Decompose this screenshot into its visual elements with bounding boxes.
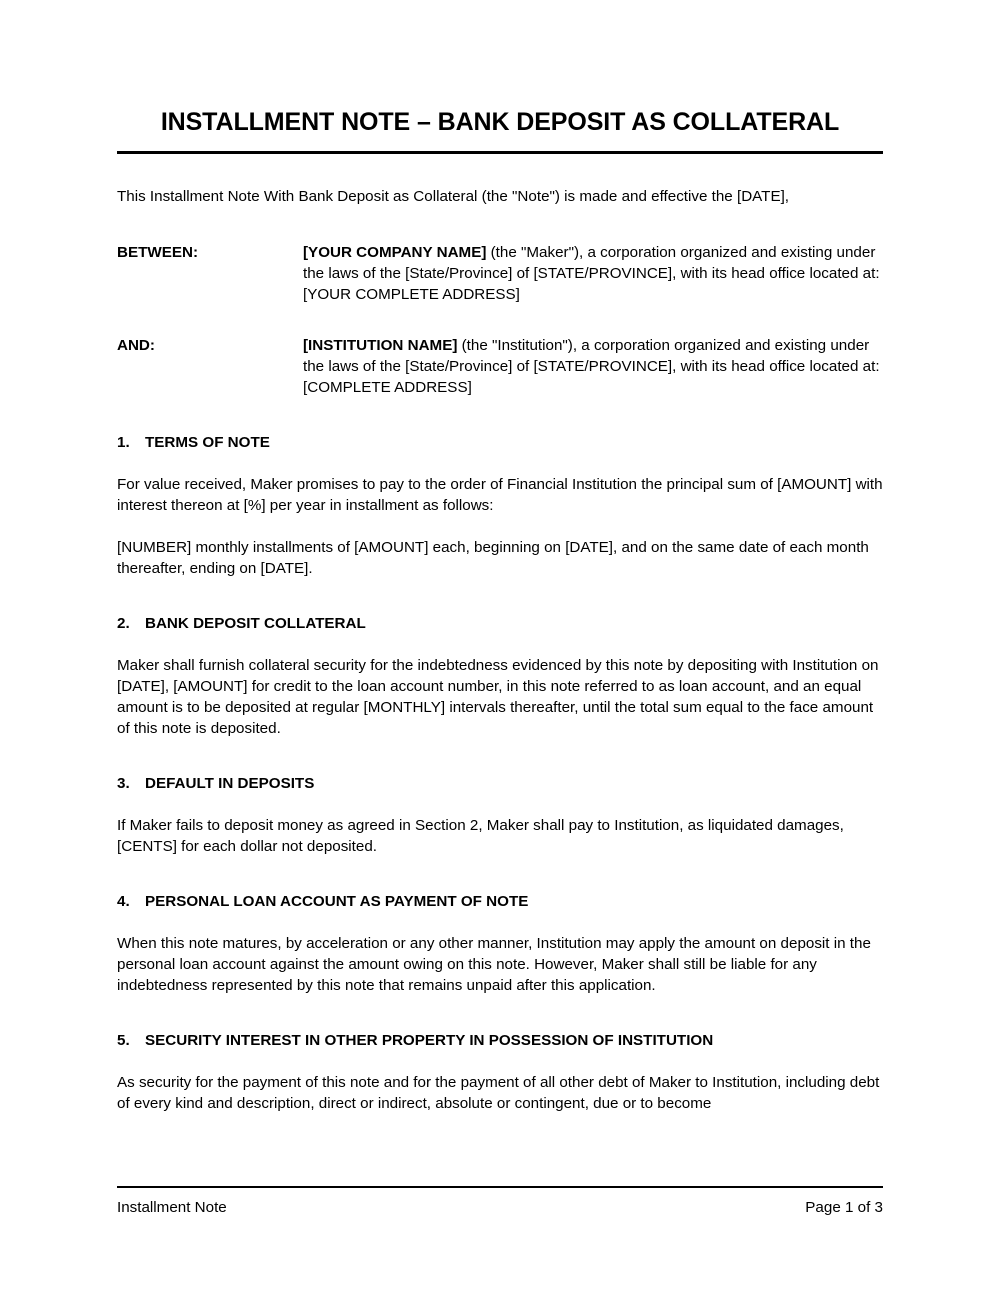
section-number: 2. bbox=[117, 614, 130, 632]
party-description-between bbox=[303, 242, 883, 284]
section-security-interest bbox=[117, 1030, 883, 1114]
section-title: BANK DEPOSIT COLLATERAL bbox=[145, 614, 366, 632]
footer-document-name: Installment Note bbox=[117, 1199, 227, 1216]
party-body-between bbox=[303, 242, 883, 305]
page-footer bbox=[117, 1186, 883, 1218]
section-heading bbox=[117, 773, 883, 794]
section-number: 1. bbox=[117, 433, 130, 451]
party-address-maker: [YOUR COMPLETE ADDRESS] bbox=[303, 285, 520, 303]
section-paragraph: [NUMBER] monthly installments of [AMOUNT] each, beginning on [DATE], and on the same date of each month thereafter, ending on [DATE]. bbox=[117, 538, 869, 577]
party-address-institution: [COMPLETE ADDRESS] bbox=[303, 378, 472, 396]
title-divider bbox=[117, 151, 883, 154]
footer-row bbox=[117, 1197, 883, 1218]
party-name-institution: [INSTITUTION NAME] bbox=[303, 336, 458, 354]
party-terms-institution: (the "Institution"), a corporation organized and existing under the laws of the [State/Province] of [STATE/PROVINCE], with its head office located at: bbox=[303, 336, 880, 375]
section-paragraph: As security for the payment of this note and for the payment of all other debt of Maker to Institution, including debt of every kind and description, direct or indirect, absolute or contingent, due or to become bbox=[117, 1073, 880, 1112]
section-title: SECURITY INTEREST IN OTHER PROPERTY IN POSSESSION OF INSTITUTION bbox=[145, 1031, 714, 1049]
intro-paragraph: This Installment Note With Bank Deposit as Collateral (the "Note") is made and effective the [DATE], bbox=[117, 187, 790, 205]
section-default-in-deposits bbox=[117, 773, 883, 857]
party-row-and bbox=[117, 335, 883, 398]
section-number: 3. bbox=[117, 774, 130, 792]
parties-block bbox=[117, 242, 883, 398]
party-label-and: AND: bbox=[117, 336, 155, 354]
section-title: DEFAULT IN DEPOSITS bbox=[145, 774, 315, 792]
party-description-institution bbox=[303, 335, 883, 377]
section-title: PERSONAL LOAN ACCOUNT AS PAYMENT OF NOTE bbox=[145, 892, 529, 910]
section-paragraph: Maker shall furnish collateral security for the indebtedness evidenced by this note by depositing with Institution on [DATE], [AMOUNT] for credit to the loan account number, in this note referred to as loan account, and an equal amount is to be deposited at regular [MONTHLY] intervals thereafter, until the total sum equal to the face amount of this note is deposited. bbox=[117, 656, 879, 737]
section-paragraph: When this note matures, by acceleration or any other manner, Institution may apply the amount on deposit in the personal loan account against the amount owing on this note. However, Maker shall still be liable for any indebtedness represented by this note that remains unpaid after this application. bbox=[117, 934, 871, 994]
section-paragraph: If Maker fails to deposit money as agreed in Section 2, Maker shall pay to Institution, as liquidated damages, [CENTS] for each dollar not deposited. bbox=[117, 816, 844, 855]
section-terms-of-note bbox=[117, 432, 883, 579]
section-heading bbox=[117, 1030, 883, 1051]
party-terms-maker: (the "Maker"), a corporation organized and existing under the laws of the [State/Province] of [STATE/PROVINCE], with its head office located at: bbox=[303, 243, 880, 282]
section-personal-loan-account bbox=[117, 891, 883, 996]
section-number: 5. bbox=[117, 1031, 130, 1049]
section-number: 4. bbox=[117, 892, 130, 910]
party-name-maker: [YOUR COMPANY NAME] bbox=[303, 243, 487, 261]
section-heading bbox=[117, 613, 883, 634]
party-label-between: BETWEEN: bbox=[117, 243, 198, 261]
section-title: TERMS OF NOTE bbox=[145, 433, 270, 451]
section-heading bbox=[117, 432, 883, 453]
section-bank-deposit-collateral bbox=[117, 613, 883, 739]
section-paragraph: For value received, Maker promises to pay to the order of Financial Institution the principal sum of [AMOUNT] with interest thereon at [%] per year in installment as follows: bbox=[117, 475, 883, 514]
document-content bbox=[117, 0, 883, 1129]
party-row-between bbox=[117, 242, 883, 305]
footer-divider bbox=[117, 1186, 883, 1188]
footer-page-number: Page 1 of 3 bbox=[805, 1199, 883, 1216]
party-body-and bbox=[303, 335, 883, 398]
section-heading bbox=[117, 891, 883, 912]
page-title: INSTALLMENT NOTE – BANK DEPOSIT AS COLLATERAL bbox=[160, 108, 840, 136]
